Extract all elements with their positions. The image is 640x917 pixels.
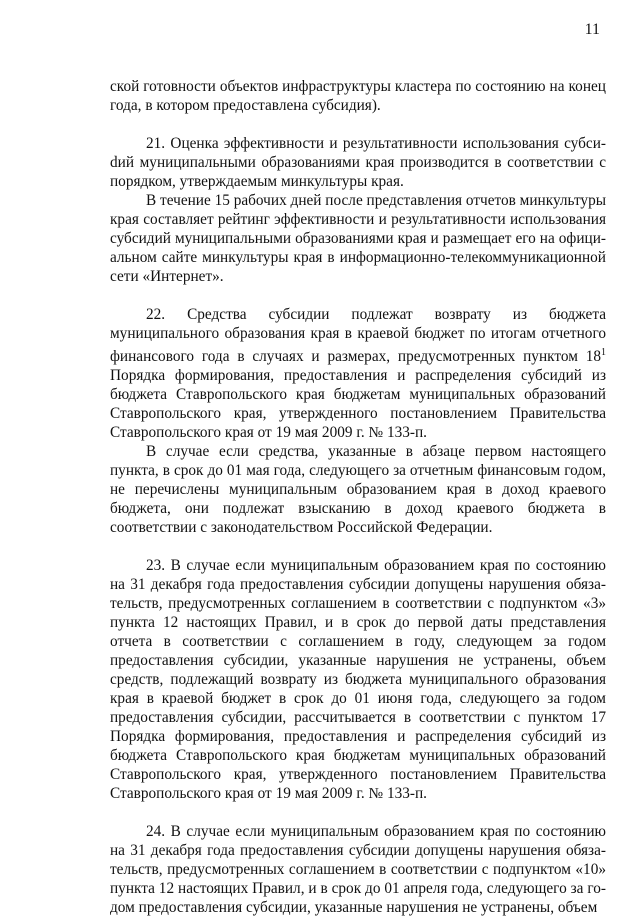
paragraph-22-second: В случае если средства, указанные в абзаце первом настоящего пункта, в срок до 01 мая года, следующего за отчетным финансовым годом, не перечислены муниципальным образованием края в доход краевого бюджета, они подлежат взысканию в доход краевого бюджета в соответствии с законодательством Российской Федерации. bbox=[110, 443, 606, 537]
paragraph-21-second: В течение 15 рабочих дней после представления отчетов минкультуры края составляет рейтинг эффективности и результативности использования субсидий муниципальными образованиями края и размещает его на официальном сайте минкультуры края в информационно-телекоммуникационной сети «Интернет». bbox=[110, 192, 607, 285]
paragraph-24: 24. В случае если муниципальным образованием края по состоянию на 31 декабря года предоставления субсидии допущены нарушения обязательств, предусмотренных соглашением в соответствии с подпунктом «10» пункта 12 настоящих Правил, и в срок до 01 апреля года, следующего за годом предоставления субсидии, указанные нарушения не устранены, объем bbox=[110, 823, 606, 917]
footnote-superscript: 1 bbox=[601, 347, 606, 358]
paragraph-22 bbox=[110, 305, 606, 442]
paragraph-22-text-after: Порядка формирования, предоставления и распределения субсидий из бюджета Ставропольского края бюджетам муниципальных образований Ставропольского края, утвержденного постановлением Правительства Ставропольского края от 19 мая 2009 г. № 133-п. bbox=[110, 367, 606, 442]
paragraph-23: 23. В случае если муниципальным образованием края по состоянию на 31 декабря года предоставления субсидии допущены нарушения обязательств, предусмотренных соглашением в соответствии с подпунктом «3» пункта 12 настоящих Правил, и в срок до первой даты представления отчета в соответствии с соглашением в году, следующем за годом предоставления субсидии, указанные нарушения не устранены, объем средств, подлежащий возврату из бюджета муниципального образования края в краевой бюджет в срок до 01 июня года, следующего за годом предоставления субсидии, рассчитывается в соответствии с пунктом 17 Порядка формирования, предоставления и распределения субсидий из бюджета Ставропольского края бюджетам муниципальных образований Ставропольского края, утвержденного постановлением Правительства Ставропольского края от 19 мая 2009 г. № 133-п. bbox=[110, 557, 606, 803]
paragraph-continuation: ской готовности объектов инфраструктуры кластера по состоянию на конец года, в котором предоставлена субсидия). bbox=[110, 78, 606, 114]
paragraph-22-text-before: 22. Средства субсидии подлежат возврату из бюджета муниципального образования края в краевой бюджет по итогам отчетного финансового года в случаях и размерах, предусмотренных пунктом 18 bbox=[110, 306, 606, 366]
document-body bbox=[110, 77, 606, 917]
page-number: 11 bbox=[584, 21, 600, 38]
paragraph-21: 21. Оценка эффективности и результативности использования субсиdий муниципальными образованиями края производится в соответствии с порядком, утверждаемым минкультуры края. bbox=[110, 135, 606, 190]
